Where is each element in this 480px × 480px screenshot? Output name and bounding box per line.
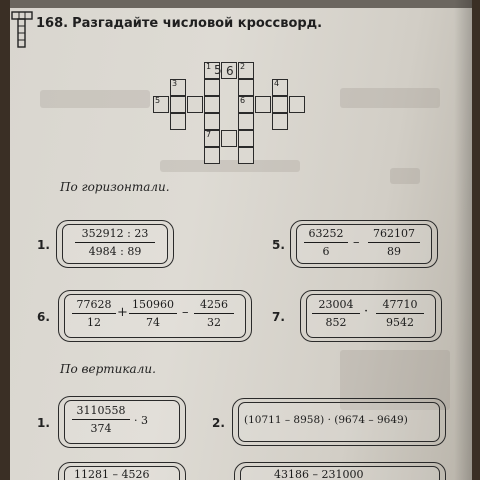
crossword-cell[interactable] bbox=[272, 79, 288, 96]
crossword-cell[interactable] bbox=[221, 130, 237, 147]
operator: · bbox=[364, 304, 369, 319]
operator: – bbox=[182, 305, 189, 320]
cell-number: 5 bbox=[155, 96, 161, 105]
crossword-cell[interactable] bbox=[204, 113, 220, 130]
handwritten-digit: 6 bbox=[226, 64, 234, 78]
fraction-denominator: 12 bbox=[87, 316, 101, 329]
handwritten-digit: 5 bbox=[214, 63, 222, 77]
crossword-cell[interactable] bbox=[255, 96, 271, 113]
fraction bbox=[72, 404, 130, 435]
fraction bbox=[194, 298, 234, 329]
crossword-cell[interactable] bbox=[204, 147, 220, 164]
section-horizontal-label: По горизонтали. bbox=[60, 180, 170, 194]
operator: – bbox=[353, 235, 360, 250]
fraction-denominator: 374 bbox=[90, 422, 112, 435]
bleed-through-block bbox=[160, 160, 300, 172]
cell-number: 1 bbox=[206, 62, 212, 71]
crossword-cell[interactable] bbox=[272, 96, 288, 113]
fraction-numerator: 43186 – 231000 bbox=[274, 468, 364, 480]
fraction-numerator: 47710 bbox=[376, 298, 424, 314]
fraction-numerator: 150960 bbox=[129, 298, 177, 314]
crossword-cell[interactable] bbox=[170, 113, 186, 130]
fraction-numerator: 77628 bbox=[72, 298, 116, 314]
item-number: 7. bbox=[272, 310, 285, 324]
crossword-cell[interactable] bbox=[238, 130, 254, 147]
item-number: 6. bbox=[37, 310, 50, 324]
crossword-cell[interactable] bbox=[170, 96, 186, 113]
cell-number: 3 bbox=[172, 79, 178, 88]
crossword-cell[interactable] bbox=[170, 79, 186, 96]
section-vertical-label: По вертикали. bbox=[60, 362, 156, 376]
fraction bbox=[72, 298, 116, 329]
cell-number: 4 bbox=[274, 79, 280, 88]
fraction bbox=[376, 298, 424, 329]
fraction-denominator: 6 bbox=[322, 245, 330, 258]
crossword-grid bbox=[10, 0, 472, 160]
fraction-numerator: 352912 : 23 bbox=[75, 227, 155, 243]
item-number: 5. bbox=[272, 238, 285, 252]
multiplier: · 3 bbox=[134, 414, 148, 427]
crossword-cell[interactable] bbox=[238, 96, 254, 113]
cell-number: 7 bbox=[206, 130, 212, 139]
expression: (10711 – 8958) · (9674 – 9649) bbox=[244, 414, 408, 426]
bleed-through-block bbox=[390, 168, 420, 184]
fraction-denominator: 4984 : 89 bbox=[88, 245, 142, 258]
crossword-cell[interactable] bbox=[204, 130, 220, 147]
item-number: 1. bbox=[37, 416, 50, 430]
fraction-numerator: 3110558 bbox=[72, 404, 130, 420]
textbook-page bbox=[10, 0, 472, 480]
fraction-denominator: 74 bbox=[146, 316, 160, 329]
crossword-cell[interactable] bbox=[204, 96, 220, 113]
fraction bbox=[304, 227, 348, 258]
task-number: 168. bbox=[36, 16, 69, 31]
task-title: Разгадайте числовой кроссворд. bbox=[72, 16, 323, 31]
item-number: 2. bbox=[212, 416, 225, 430]
fraction-denominator: 32 bbox=[207, 316, 221, 329]
fraction bbox=[368, 227, 420, 258]
crossword-cell[interactable] bbox=[238, 147, 254, 164]
fraction-numerator: 23004 bbox=[312, 298, 360, 314]
fraction bbox=[129, 298, 177, 329]
cell-number: 6 bbox=[240, 96, 246, 105]
crossword-cell[interactable] bbox=[153, 96, 169, 113]
crossword-cell[interactable] bbox=[187, 96, 203, 113]
operator: + bbox=[117, 305, 128, 320]
fraction-denominator: 852 bbox=[325, 316, 347, 329]
cell-number: 2 bbox=[240, 62, 246, 71]
fraction-numerator: 762107 bbox=[368, 227, 420, 243]
item-number: 1. bbox=[37, 238, 50, 252]
crossword-cell[interactable] bbox=[272, 113, 288, 130]
fraction-denominator: 89 bbox=[387, 245, 401, 258]
fraction bbox=[312, 298, 360, 329]
fraction bbox=[75, 227, 155, 258]
fraction-numerator: 4256 bbox=[194, 298, 234, 314]
crossword-cell[interactable] bbox=[289, 96, 305, 113]
fraction-numerator: 63252 bbox=[304, 227, 348, 243]
crossword-cell[interactable] bbox=[238, 113, 254, 130]
fraction-denominator: 9542 bbox=[386, 316, 414, 329]
fraction-numerator: 11281 – 4526 bbox=[74, 468, 150, 480]
crossword-cell[interactable] bbox=[238, 62, 254, 79]
crossword-cell[interactable] bbox=[204, 79, 220, 96]
crossword-cell[interactable] bbox=[238, 79, 254, 96]
